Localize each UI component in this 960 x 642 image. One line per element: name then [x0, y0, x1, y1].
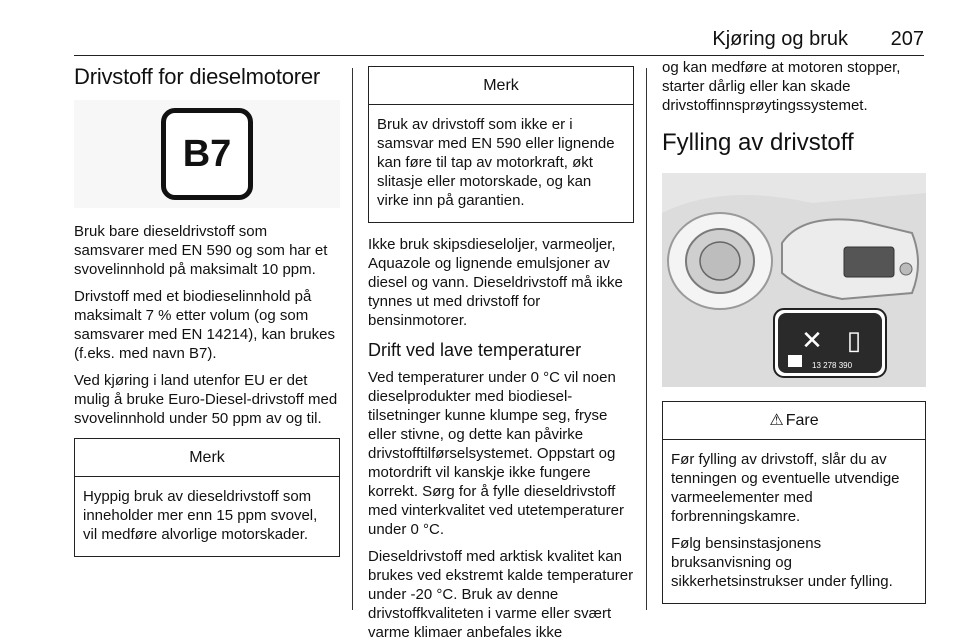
warning-title — [663, 402, 925, 440]
svg-text:✕: ✕ — [801, 325, 823, 355]
note-title: Merk — [369, 67, 633, 105]
column-divider-2 — [646, 68, 647, 610]
paragraph: Dieseldrivstoff med arktisk kvalitet kan brukes ved ekstremt kalde temperaturer under -20 °C. Bruk av denne drivstoffkvaliteten i varme eller svært varme klimaer anbefales ikke — [368, 548, 634, 641]
page-number: 207 — [890, 28, 924, 50]
column-2 — [368, 58, 634, 642]
section-heading: Drivstoff for dieselmotorer — [74, 64, 321, 89]
column-divider-1 — [352, 68, 353, 610]
fuel-filler-photo — [662, 173, 926, 387]
header-title: Kjøring og bruk — [712, 28, 848, 50]
paragraph: Ikke bruk skipsdieseloljer, varmeoljer, Aquazole og lignende emulsjoner av diesel og vann. Dieseldrivstoff må ikke tynnes ut med drivstoff for bensinmotorer. — [368, 236, 623, 329]
header-rule — [74, 55, 924, 56]
note-text: Hyppig bruk av dieseldrivstoff som inneholder mer enn 15 ppm svovel, vil medføre alvorlige motorskader. — [83, 488, 318, 543]
warning-text: Følg bensinstasjonens bruksanvisning og sikkerhetsinstrukser under fylling. — [671, 535, 893, 590]
svg-text:▯: ▯ — [846, 325, 862, 355]
paragraph: Ved kjøring i land utenfor EU er det mulig å bruke Euro-Diesel-drivstoff med svovelinnhold under 50 ppm av og til. — [74, 372, 338, 427]
column-1 — [74, 58, 340, 569]
paragraph: og kan medføre at motoren stopper, starter dårlig eller kan skade drivstoffinnsprøytingssystemet. — [662, 59, 901, 114]
column-3 — [662, 58, 926, 616]
note-box — [368, 66, 634, 223]
warning-title-text: Fare — [785, 412, 819, 429]
warning-text: Før fylling av drivstoff, slår du av tenningen og eventuelle utvendige varmeelementer med forbrenningskamre. — [671, 451, 900, 525]
note-title: Merk — [75, 439, 339, 477]
photo-code: 13 278 390 — [812, 361, 853, 370]
note-box — [74, 438, 340, 557]
warning-box — [662, 401, 926, 604]
paragraph: Ved temperaturer under 0 °C vil noen dieselprodukter med biodiesel-tilsetninger kunne klumpe seg, fryse eller stivne, og dette kan påvirke drivstofftilførselsystemet. Oppstart og motordrift vil kanskje ikke fungere korrekt. Sørg for å fylle dieseldrivstoff med vinterkvalitet ved utetemperaturer under 0 °C. — [368, 369, 624, 538]
section-heading: Fylling av drivstoff — [662, 129, 854, 156]
note-text: Bruk av drivstoff som ikke er i samsvar med EN 590 eller lignende kan føre til tap av motorkraft, økt slitasje eller motorskade, og kan virke inn på garantien. — [377, 116, 615, 209]
fuel-label-figure — [74, 100, 340, 208]
fuel-filler-illustration — [662, 173, 926, 387]
warning-icon: ⚠ — [769, 412, 784, 429]
subheading: Drift ved lave temperaturer — [368, 340, 582, 360]
b7-fuel-label: B7 — [161, 108, 253, 200]
paragraph: Bruk bare dieseldrivstoff som samsvarer med EN 590 og som har et svovelinnhold på maksimalt 10 ppm. — [74, 223, 328, 278]
page-header — [0, 24, 960, 52]
paragraph: Drivstoff med et biodieselinnhold på maksimalt 7 % etter volum (og som samsvarer med EN 14214), kan brukes (f.eks. med navn B7). — [74, 288, 335, 362]
